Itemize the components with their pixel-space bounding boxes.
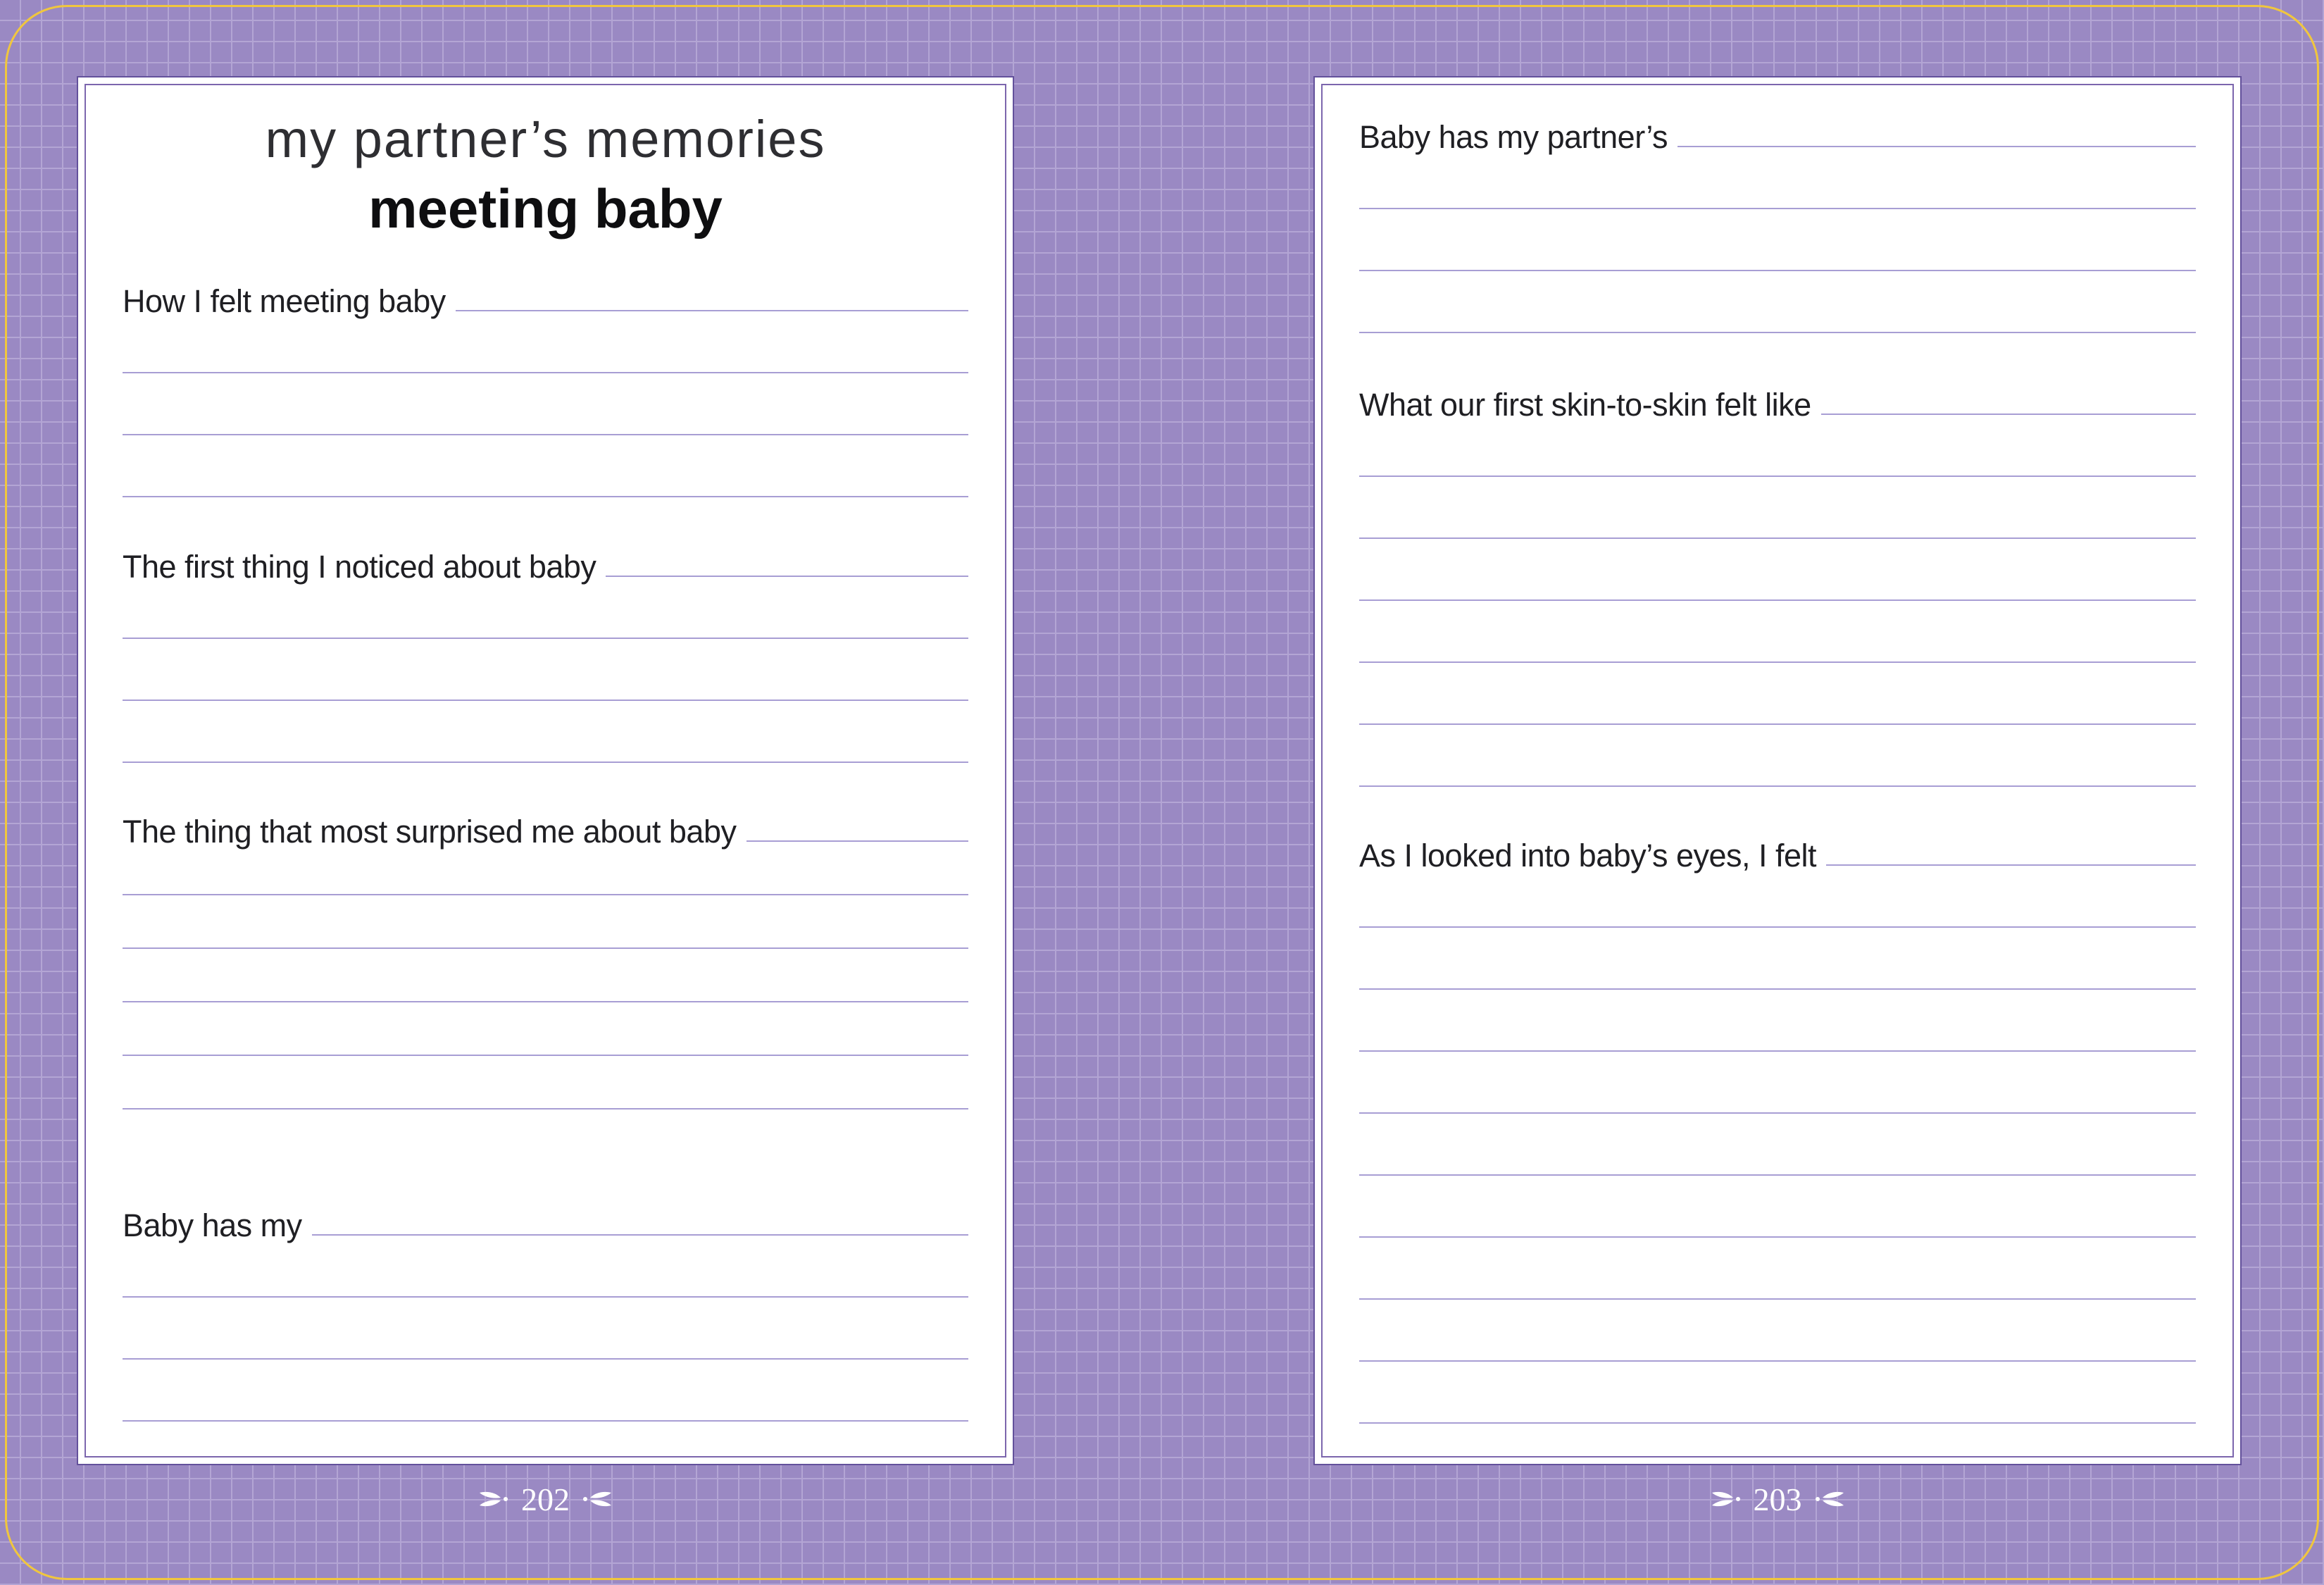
left-page-sections xyxy=(123,249,968,1422)
writing-line xyxy=(1359,990,2196,1052)
laurel-arrow-right-icon xyxy=(477,1490,510,1508)
prompt-row xyxy=(1359,353,2196,423)
laurel-arrow-left-icon xyxy=(1813,1490,1846,1508)
title-block xyxy=(123,85,968,240)
writing-line xyxy=(123,701,968,763)
writing-line xyxy=(123,1236,968,1298)
writing-line xyxy=(1359,663,2196,725)
writing-line xyxy=(1359,1300,2196,1362)
page-number-right xyxy=(1313,1478,2242,1520)
writing-line xyxy=(123,949,968,1002)
writing-line xyxy=(123,311,968,373)
laurel-arrow-left-icon xyxy=(581,1490,613,1508)
writing-line xyxy=(123,639,968,701)
prompt-row xyxy=(123,1174,968,1243)
writing-line xyxy=(1359,1176,2196,1238)
writing-line xyxy=(1359,209,2196,271)
page-subtitle: meeting baby xyxy=(368,178,723,240)
writing-line xyxy=(1359,147,2196,209)
writing-line xyxy=(123,577,968,639)
page-number-value: 202 xyxy=(521,1481,570,1517)
prompt-row xyxy=(1359,85,2196,155)
left-page-inner xyxy=(85,84,1006,1457)
writing-line xyxy=(123,1360,968,1422)
left-page xyxy=(77,76,1014,1465)
form-section xyxy=(1359,85,2196,333)
prompt-label: What our first skin-to-skin felt like xyxy=(1359,386,1811,423)
writing-line xyxy=(123,895,968,949)
writing-line xyxy=(456,310,968,311)
writing-line xyxy=(1359,601,2196,663)
writing-line xyxy=(1826,864,2196,866)
prompt-label: How I felt meeting baby xyxy=(123,282,446,319)
writing-line xyxy=(123,842,968,895)
writing-line xyxy=(123,435,968,497)
right-page-inner xyxy=(1321,84,2234,1457)
prompt-label: The thing that most surprised me about baby xyxy=(123,813,737,850)
writing-line xyxy=(1359,725,2196,787)
prompt-row xyxy=(123,515,968,585)
right-page xyxy=(1313,76,2242,1465)
prompt-label: Baby has my partner’s xyxy=(1359,118,1668,155)
prompt-row xyxy=(1359,804,2196,874)
prompt-label: The first thing I noticed about baby xyxy=(123,548,596,585)
prompt-label: Baby has my xyxy=(123,1207,302,1243)
prompt-row xyxy=(123,249,968,319)
laurel-arrow-right-icon xyxy=(1710,1490,1742,1508)
writing-line xyxy=(123,1298,968,1360)
writing-line xyxy=(123,373,968,435)
form-section xyxy=(123,1174,968,1422)
form-section xyxy=(1359,804,2196,1424)
writing-line xyxy=(1359,1052,2196,1114)
writing-line xyxy=(1359,866,2196,928)
writing-line xyxy=(1359,271,2196,333)
form-section xyxy=(1359,353,2196,787)
form-section xyxy=(123,249,968,497)
writing-line xyxy=(1359,1114,2196,1176)
writing-line xyxy=(312,1234,968,1236)
prompt-row xyxy=(123,788,968,850)
page-title: my partner’s memories xyxy=(265,110,826,168)
writing-line xyxy=(1359,539,2196,601)
writing-line xyxy=(1359,415,2196,477)
form-section xyxy=(123,788,968,1110)
writing-line xyxy=(746,840,969,842)
writing-line xyxy=(606,576,968,577)
writing-line xyxy=(123,1002,968,1056)
prompt-label: As I looked into baby’s eyes, I felt xyxy=(1359,837,1817,874)
writing-line xyxy=(1359,1238,2196,1300)
page-number-left xyxy=(77,1478,1014,1520)
writing-line xyxy=(1821,414,2196,415)
writing-line xyxy=(1359,1362,2196,1424)
form-section xyxy=(123,515,968,763)
writing-line xyxy=(1359,928,2196,990)
writing-line xyxy=(123,1056,968,1110)
writing-line xyxy=(1359,477,2196,539)
page-number-value: 203 xyxy=(1753,1481,1802,1517)
writing-line xyxy=(1678,146,2196,147)
right-page-sections xyxy=(1359,85,2196,1424)
